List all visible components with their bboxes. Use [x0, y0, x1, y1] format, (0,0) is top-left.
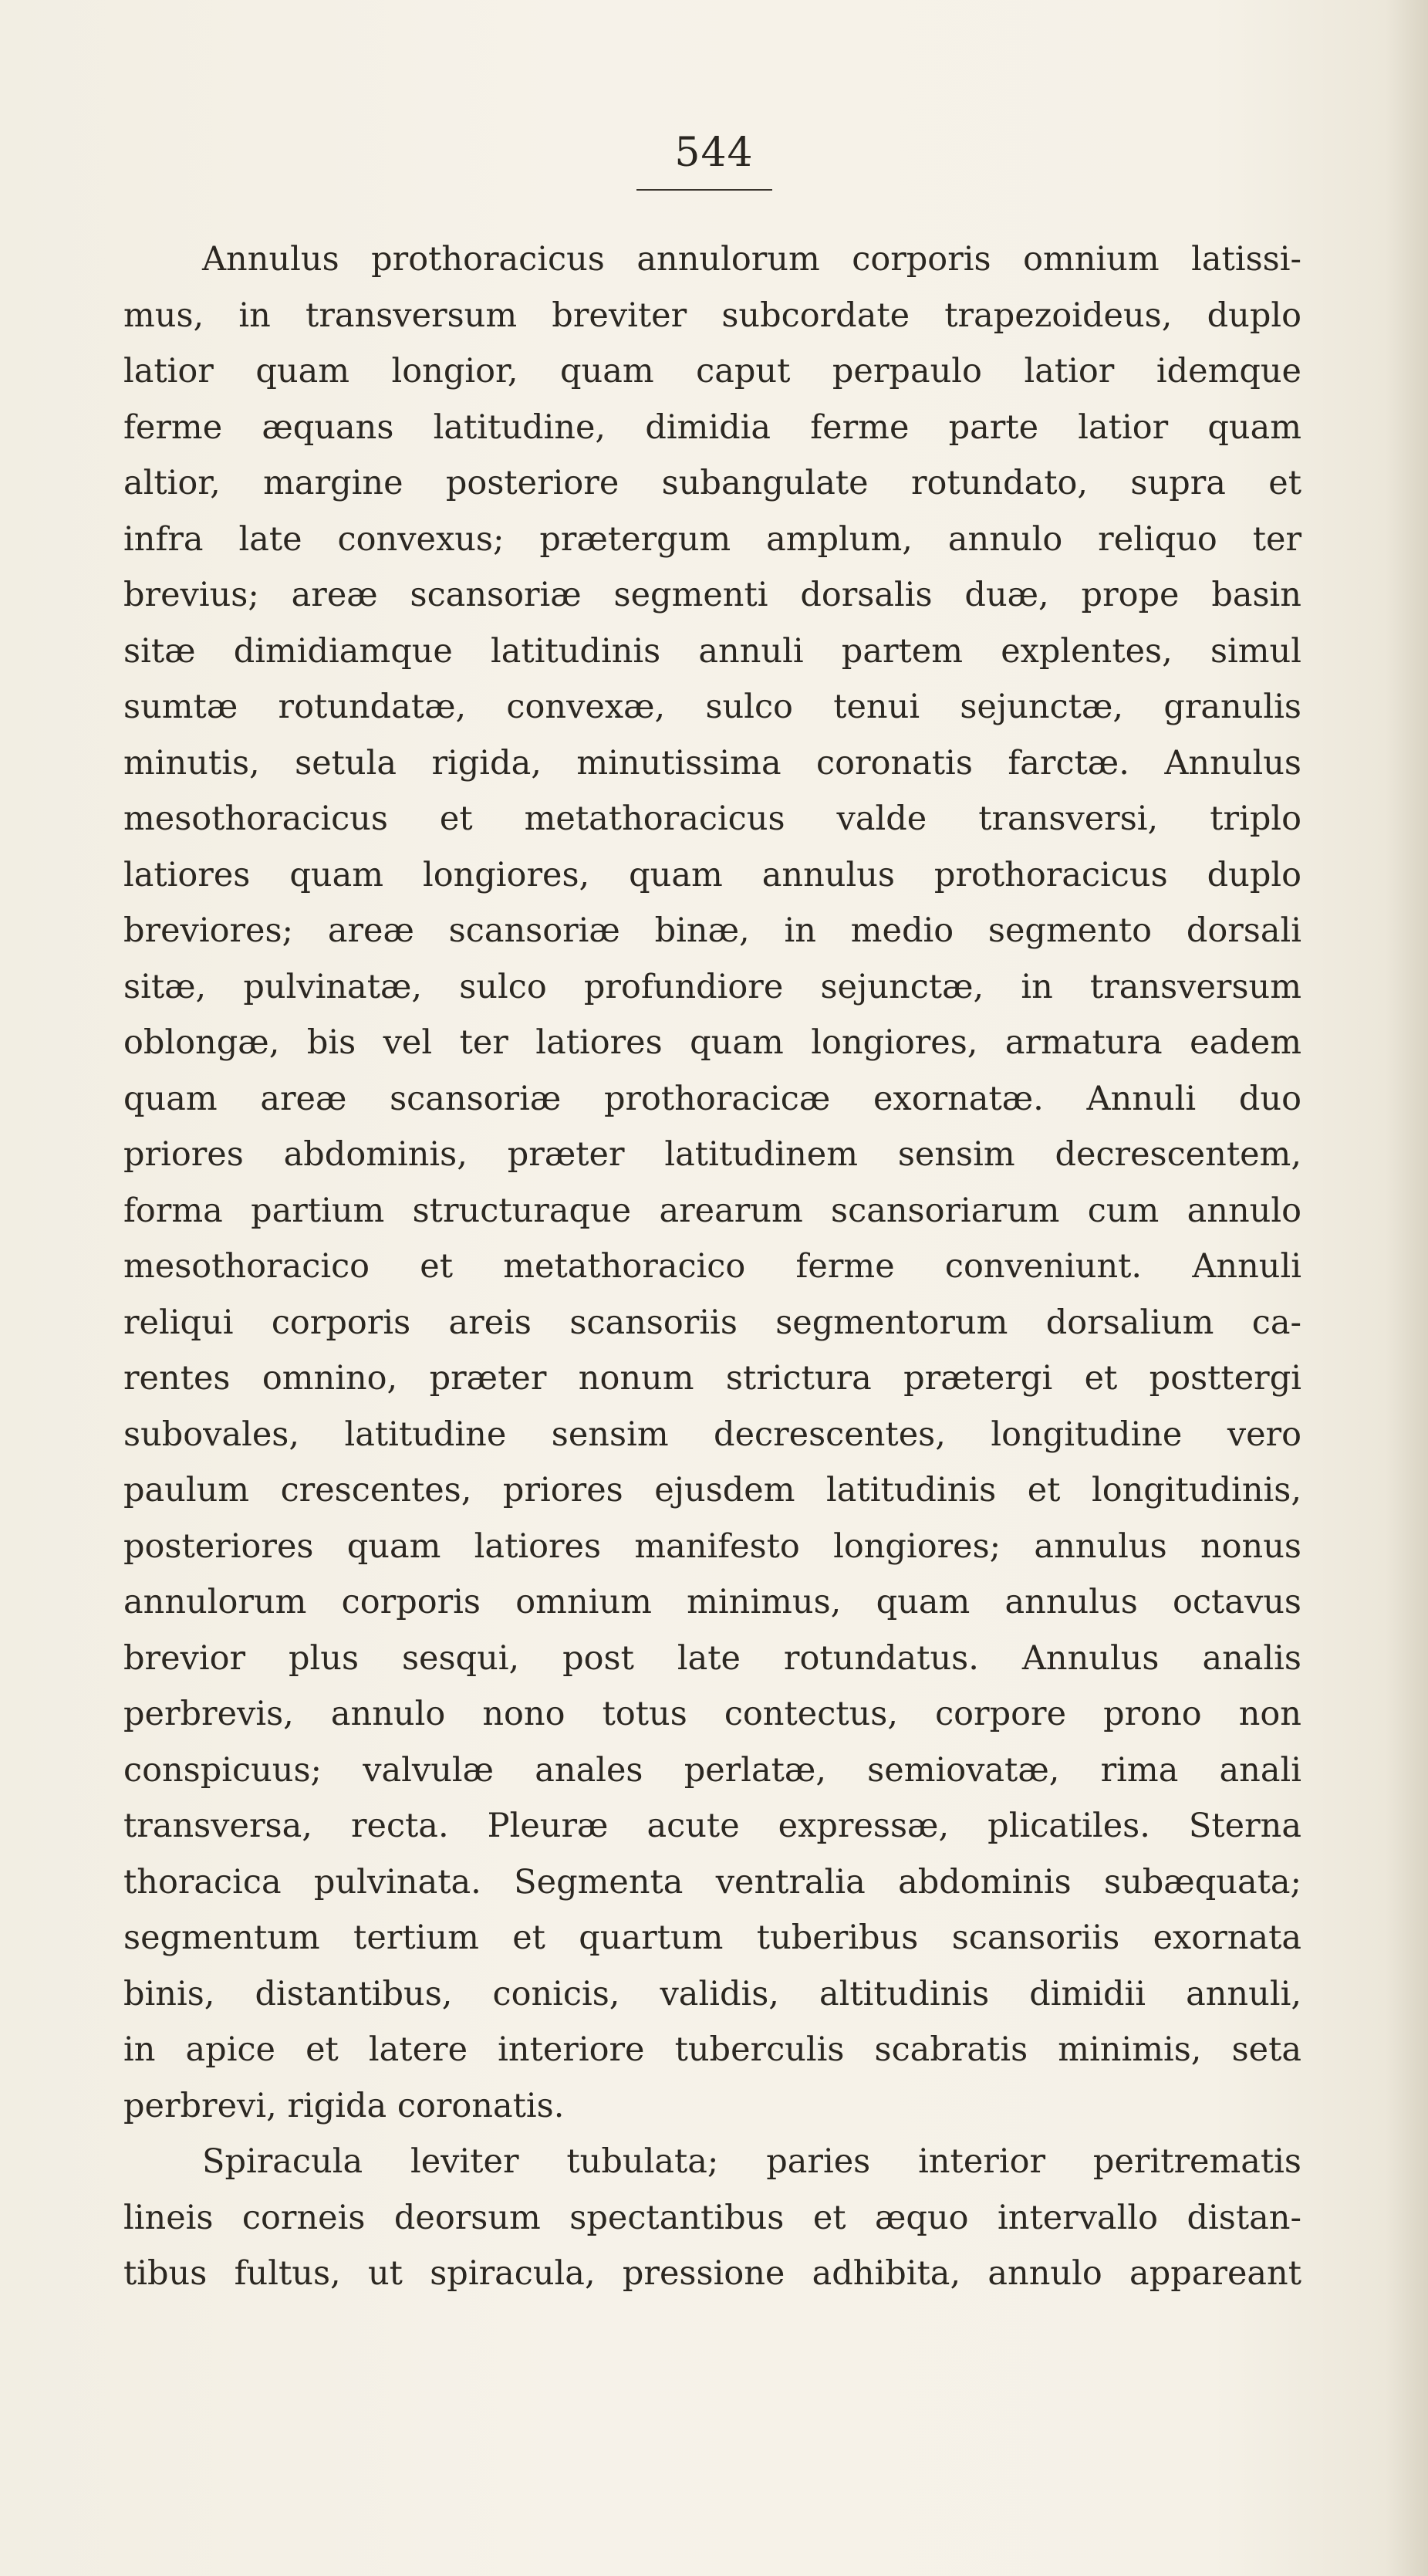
text-line: transversa, recta. Pleuræ acute expressæ, plicatiles. Sterna	[123, 1807, 1301, 1845]
text-line: oblongæ, bis vel ter latiores quam longiores, armatura eadem	[123, 1023, 1301, 1062]
text-line: mus, in transversum breviter subcordate trapezoideus, duplo	[123, 296, 1301, 335]
text-line: paulum crescentes, priores ejusdem latitudinis et longitudinis,	[123, 1471, 1301, 1509]
page-number: 544	[674, 130, 754, 176]
text-line: minutis, setula rigida, minutissima coronatis farctæ. Annulus	[123, 743, 1301, 783]
text-line: Spiracula leviter tubulata; paries interior peritrematis	[202, 2142, 1301, 2181]
page-number-rule	[636, 189, 772, 191]
text-line: infra late convexus; prætergum amplum, annulo reliquo ter	[123, 519, 1301, 559]
body-text	[123, 232, 1301, 2302]
text-line: priores abdominis, præter latitudinem sensim decrescentem,	[123, 1135, 1301, 1174]
text-line: conspicuus; valvulæ anales perlatæ, semiovatæ, rima anali	[123, 1750, 1301, 1790]
paragraph-2	[123, 2134, 1301, 2302]
text-line: subovales, latitudine sensim decrescentes, longitudine vero	[123, 1415, 1301, 1454]
text-line: latior quam longior, quam caput perpaulo latior idemque	[123, 352, 1301, 390]
text-line: mesothoracicus et metathoracicus valde transversi, triplo	[123, 800, 1301, 838]
text-line: sitæ, pulvinatæ, sulco profundiore sejunctæ, in transversum	[123, 967, 1301, 1006]
text-line: annulorum corporis omnium minimus, quam annulus octavus	[123, 1583, 1301, 1621]
text-line: tibus fultus, ut spiracula, pressione adhibita, annulo appareant	[123, 2254, 1301, 2293]
text-line: rentes omnino, præter nonum strictura prætergi et posttergi	[123, 1359, 1301, 1398]
text-line: posteriores quam latiores manifesto longiores; annulus nonus	[123, 1526, 1301, 1566]
text-line: sumtæ rotundatæ, convexæ, sulco tenui sejunctæ, granulis	[123, 688, 1301, 726]
text-line: quam areæ scansoriæ prothoracicæ exornatæ. Annuli duo	[123, 1079, 1301, 1118]
text-line: reliqui corporis areis scansoriis segmentorum dorsalium ca-	[123, 1303, 1301, 1342]
text-line: forma partium structuraque arearum scansoriarum cum annulo	[123, 1191, 1301, 1230]
text-line: mesothoracico et metathoracico ferme conveniunt. Annuli	[123, 1247, 1301, 1286]
text-line: perbrevis, annulo nono totus contectus, corpore prono non	[123, 1695, 1301, 1733]
paragraph-1	[123, 232, 1301, 2134]
text-line: altior, margine posteriore subangulate rotundato, supra et	[123, 464, 1301, 502]
text-line: thoracica pulvinata. Segmenta ventralia abdominis subæquata;	[123, 1862, 1301, 1902]
text-line: brevior plus sesqui, post late rotundatus. Annulus analis	[123, 1638, 1301, 1678]
text-line: in apice et latere interiore tuberculis scabratis minimis, seta	[123, 2030, 1301, 2069]
text-line: Annulus prothoracicus annulorum corporis omnium latissi-	[202, 240, 1301, 279]
text-line: lineis corneis deorsum spectantibus et æquo intervallo distan-	[123, 2198, 1301, 2237]
text-line: brevius; areæ scansoriæ segmenti dorsalis duæ, prope basin	[123, 576, 1301, 614]
text-line: ferme æquans latitudine, dimidia ferme parte latior quam	[123, 407, 1301, 447]
text-line: segmentum tertium et quartum tuberibus scansoriis exornata	[123, 1918, 1301, 1957]
text-line: sitæ dimidiamque latitudinis annuli partem explentes, simul	[123, 631, 1301, 671]
text-line: breviores; areæ scansoriæ binæ, in medio segmento dorsali	[123, 911, 1301, 950]
text-line: binis, distantibus, conicis, validis, altitudinis dimidii annuli,	[123, 1974, 1301, 2013]
text-line: perbrevi, rigida coronatis.	[123, 2086, 565, 2125]
text-line: latiores quam longiores, quam annulus prothoracicus duplo	[123, 855, 1301, 894]
